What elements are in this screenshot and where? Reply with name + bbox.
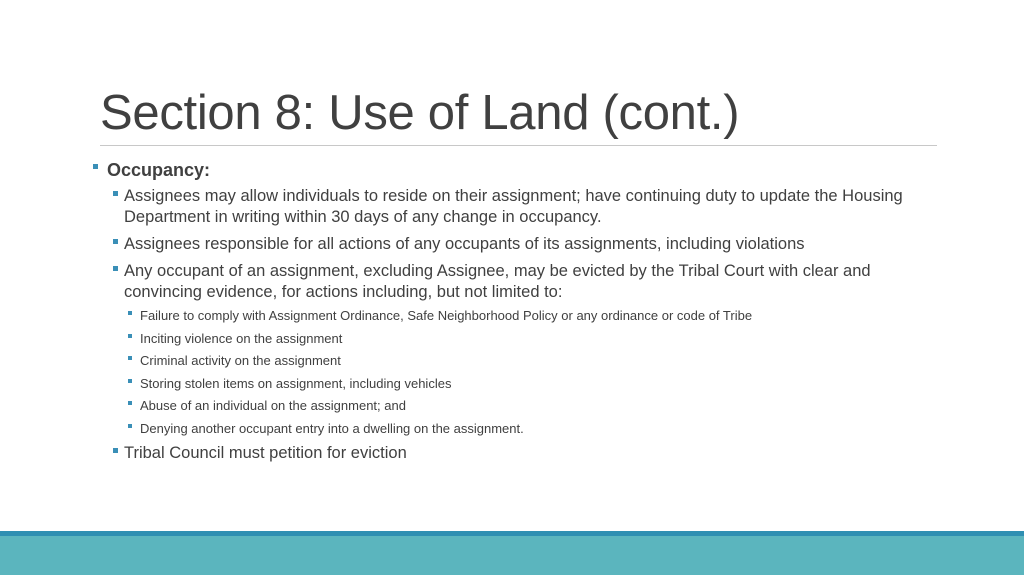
slide-title: Section 8: Use of Land (cont.) [100, 86, 740, 140]
eviction-reason-item: Abuse of an individual on the assignment; and [140, 398, 406, 413]
square-bullet-icon [113, 239, 118, 244]
eviction-reason-item: Storing stolen items on assignment, including vehicles [140, 376, 452, 391]
square-bullet-icon [113, 448, 118, 453]
square-bullet-icon [128, 311, 132, 315]
title-underline [100, 145, 937, 146]
occupancy-item-4: Tribal Council must petition for eviction [124, 444, 407, 462]
eviction-reason-item: Criminal activity on the assignment [140, 353, 341, 368]
square-bullet-icon [113, 266, 118, 271]
square-bullet-icon [128, 379, 132, 383]
occupancy-item-1-line-2: Department in writing within 30 days of any change in occupancy. [124, 208, 602, 226]
footer-band [0, 536, 1024, 575]
eviction-reason-item: Inciting violence on the assignment [140, 331, 343, 346]
square-bullet-icon [128, 334, 132, 338]
square-bullet-icon [113, 191, 118, 196]
square-bullet-icon [128, 356, 132, 360]
eviction-reason-item: Failure to comply with Assignment Ordinance, Safe Neighborhood Policy or any ordinance or code of Tribe [140, 308, 753, 323]
occupancy-item-3-line-1: Any occupant of an assignment, excluding Assignee, may be evicted by the Tribal Court with clear and [124, 262, 871, 280]
eviction-reason-item: Denying another occupant entry into a dwelling on the assignment. [140, 421, 524, 436]
square-bullet-icon [128, 401, 132, 405]
occupancy-item-3-line-2: convincing evidence, for actions including, but not limited to: [124, 283, 563, 301]
square-bullet-icon [93, 164, 98, 169]
square-bullet-icon [128, 424, 132, 428]
occupancy-item-2: Assignees responsible for all actions of any occupants of its assignments, including violations [124, 235, 805, 253]
occupancy-item-1-line-1: Assignees may allow individuals to reside on their assignment; have continuing duty to update the Housing [124, 187, 903, 205]
occupancy-heading: Occupancy: [107, 160, 211, 180]
